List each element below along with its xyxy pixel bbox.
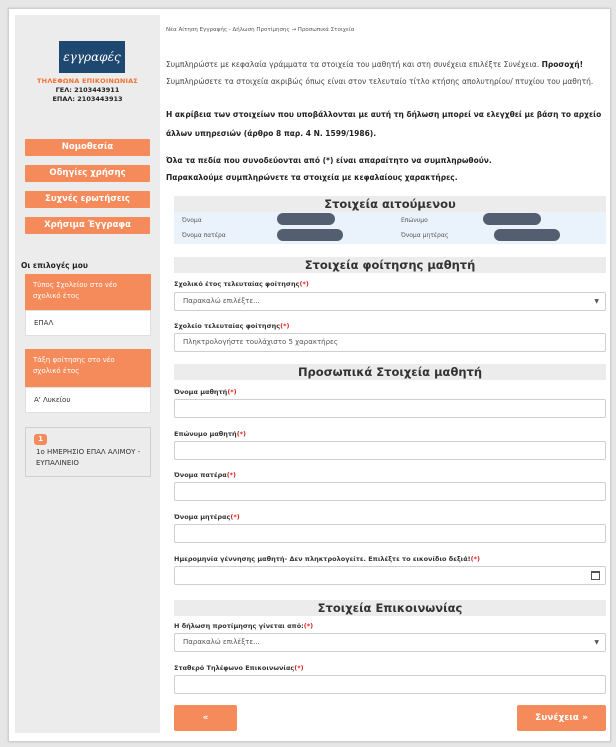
continue-label: Συνέχεια » [535,713,588,723]
menu-instructions-button[interactable]: Οδηγίες χρήσης [25,165,150,182]
menu-legislation-button[interactable]: Νομοθεσία [25,139,150,156]
required-note-2: Παρακαλούμε συμπληρώνετε τα στοιχεία με κεφαλαίους χαρακτήρες. [166,173,458,182]
contact-section-title: Στοιχεία Επικοινωνίας [174,600,606,616]
contact-title: ΤΗΛΕΦΩΝΑ ΕΠΙΚΟΙΝΩΝΙΑΣ [37,77,138,85]
birthdate-label [174,555,480,563]
attention-text: Προσοχή! [541,60,584,69]
required-mark: (*) [226,471,237,479]
logo-text: εγγραφές [63,50,121,64]
last-school-label [174,322,289,330]
applicant-father-label: Όνομα πατέρα [182,232,226,239]
student-name-input[interactable] [174,399,606,418]
back-button[interactable] [174,705,237,731]
last-year-select-value: Παρακαλώ επιλέξτε... [183,297,260,305]
phone-epal: ΕΠΑΛ: 2103443913 [52,95,123,103]
choice-class-value: Α' Λυκείου [25,387,151,413]
mother-name-label [174,513,240,521]
father-name-input[interactable] [174,482,606,501]
applicant-surname-value [483,213,541,225]
continue-button[interactable] [517,705,606,731]
calendar-icon[interactable] [591,571,600,580]
last-year-select[interactable] [174,292,606,311]
last-school-placeholder: Πληκτρολογήστε τουλάχιστο 5 χαρακτήρες [183,338,338,346]
school-order-badge: 1 [34,434,47,445]
intro-text: Συμπληρώστε με κεφαλαία γράμματα τα στοιχεία του μαθητή και στη συνέχεια επιλέξτε Συνέχεια. [166,60,540,69]
menu-documents-button[interactable]: Χρήσιμα Έγγραφα [25,217,150,234]
required-mark: (*) [236,430,247,438]
declaration-label-text: Η δήλωση προτίμησης γίνεται από: [174,622,304,630]
my-choices-title: Οι επιλογές μου [21,261,88,270]
back-arrow-icon: « [202,713,209,723]
student-name-label-text: Όνομα μαθητή [174,388,228,396]
menu-faq-button[interactable]: Συχνές ερωτήσεις [25,191,150,208]
mother-name-input[interactable] [174,524,606,543]
applicant-mother-value [494,229,560,241]
sidebar [15,15,160,733]
breadcrumb: Νέα Αίτηση Εγγραφής - Δήλωση Προτίμησης → Προσωπικά Στοιχεία [166,27,355,33]
applicant-name-label: Όνομα [182,217,202,224]
birthdate-input[interactable] [174,566,606,585]
school-name: 1ο ΗΜΕΡΗΣΙΟ ΕΠΑΛ ΑΛΙΜΟΥ - ΕΥΠΑΛΙΝΕΙΟ [36,448,141,467]
student-surname-label [174,430,246,438]
phone-input[interactable] [174,675,606,694]
applicant-name-value [277,213,335,225]
student-surname-label-text: Επώνυμο μαθητή [174,430,237,438]
study-section-title: Στοιχεία φοίτησης μαθητή [174,257,606,273]
choice-school-type-value: ΕΠΑΛ [25,310,151,336]
logo[interactable] [59,41,125,73]
father-name-label-text: Όνομα πατέρα [174,471,227,479]
selected-school-card [25,427,151,477]
phone-label [174,664,304,672]
intro-line-2: Συμπληρώσετε τα στοιχεία ακριβώς όπως είναι στον τελευταίο τίτλο κτήσης απολυτηρίου/ πτυχίου του μαθητή. [166,77,594,86]
birthdate-label-text: Ημερομηνία γέννησης μαθητή- Δεν πληκτρολογείτε. Επιλέξτε το εικονίδιο δεξιά! [174,555,471,563]
choice-class-label: Τάξη φοίτησης στο νέο σχολικό έτος [25,349,151,387]
declaration-label [174,622,313,630]
choice-school-type-label: Τύπος Σχολείου στο νέο σχολικό έτος [25,274,151,310]
required-note-1: Όλα τα πεδία που συνοδεύονται από (*) είναι απαραίτητο να συμπληρωθούν. [166,156,492,165]
last-school-input[interactable] [174,333,606,352]
required-mark: (*) [280,322,290,330]
required-mark: (*) [294,664,304,672]
last-year-label [174,280,309,288]
accuracy-line-1: Η ακρίβεια των στοιχείων που υποβάλλονται με αυτή τη δήλωση μπορεί να ελεγχθεί με βάση το αρχείο [166,110,602,119]
personal-section-title: Προσωπικά Στοιχεία μαθητή [174,364,606,380]
intro-line-1 [166,58,606,72]
applicant-father-value [277,229,343,241]
mother-name-label-text: Όνομα μητέρας [174,513,231,521]
required-mark: (*) [303,622,314,630]
accuracy-line-2: άλλων υπηρεσιών (άρθρο 8 παρ. 4 Ν. 1599/1986). [166,129,377,138]
last-school-label-text: Σχολείο τελευταίας φοίτησης [174,322,281,330]
phone-label-text: Σταθερό Τηλέφωνο Επικοινωνίας [174,664,295,672]
chevron-down-icon: ▼ [594,298,599,305]
required-mark: (*) [227,388,237,396]
declaration-select[interactable] [174,633,606,652]
applicant-mother-label: Όνομα μητέρας [401,232,449,239]
phone-gel: ΓΕΛ: 2103443911 [55,86,120,94]
applicant-section-title: Στοιχεία αιτούμενου [174,196,606,212]
page [8,8,611,742]
required-mark: (*) [230,513,240,521]
last-year-label-text: Σχολικό έτος τελευταίας φοίτησης [174,280,300,288]
applicant-surname-label: Επώνυμο [401,217,428,224]
student-name-label [174,388,237,396]
declaration-select-value: Παρακαλώ επιλέξτε... [183,638,260,646]
required-mark: (*) [470,555,480,563]
required-mark: (*) [299,280,309,288]
student-surname-input[interactable] [174,441,606,460]
father-name-label [174,471,236,479]
chevron-down-icon: ▼ [594,639,599,646]
applicant-box [174,212,606,244]
